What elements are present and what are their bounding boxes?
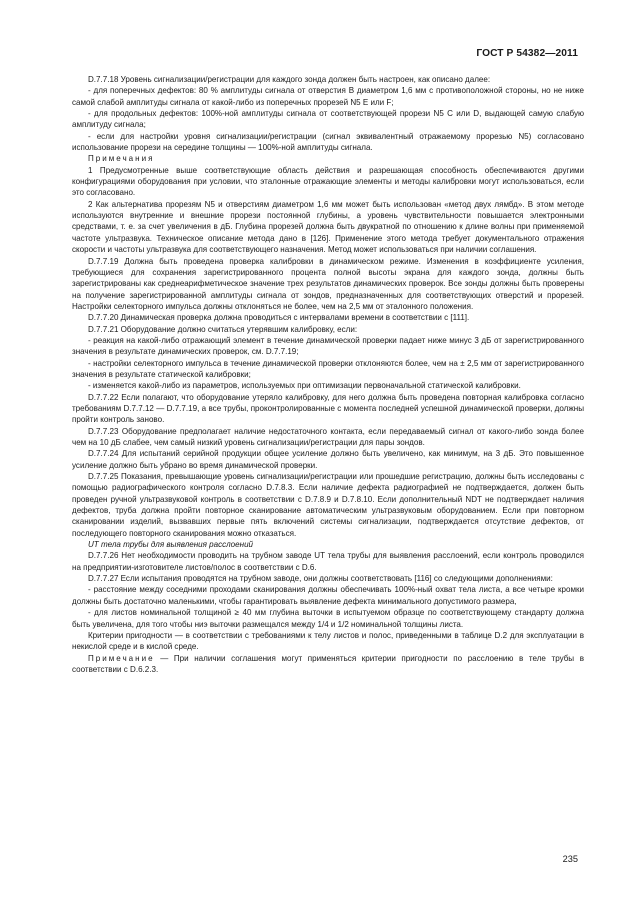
paragraph: D.7.7.22 Если полагают, что оборудование утеряло калибровку, для него должна быть проведена повторная калибровка согласно требованиям D.7.7.12 — D.7.7.19, а все трубы, проконтролированные с момента последней успешной динамической проверки, должны пройти контроль заново. <box>72 392 584 425</box>
paragraph: UT тела трубы для выявления расслоений <box>88 540 254 550</box>
paragraph: - для поперечных дефектов: 80 % амплитуды сигнала от отверстия В диаметром 1,6 мм с противоположной стороны, но не ниже самой слабой амплитуды сигнала от какой-либо из поперечных прорезей N5 E или F; <box>72 86 584 107</box>
paragraph: - изменяется какой-либо из параметров, используемых при оптимизации первоначальной статической калибровки. <box>88 381 521 391</box>
paragraph: D.7.7.23 Оборудование предполагает наличие недостаточного контакта, если передаваемый сигнал от какого-либо зонда более чем на 10 дБ слабее, чем самый низкий уровень сигнализации/регистрации для пары зондов. <box>72 426 584 447</box>
paragraph: 2 Как альтернатива прорезям N5 и отверстиям диаметром 1,6 мм может быть использован «метод двух лямбд». В этом методе используются внутренние и внешние прорези постоянной глубины, а уровень чувствительности повышается электронными средствами, т. е. за счет увеличения в дБ. Глубина прорезей должна быть двукратной по отношению к длине волны при применяемой частоте ультразвука. Техническое описание метода дано в [126]. Применение этого метода требует документального отражения скорости и частоты ультразвука для соответствующего назначения. Метод может использоваться при наличии соглашения. <box>72 199 584 255</box>
paragraph: - настройки селекторного импульса в течение динамической проверки отклоняются более, чем на ± 2,5 мм от зарегистрированного значения в результате статической калибровки; <box>72 358 584 379</box>
paragraph: - если для настройки уровня сигнализации/регистрации (сигнал эквивалентный отражаемому прорезью N5) согласовано использование прорези на середине толщины — 100%-ной амплитуды сигнала. <box>72 131 584 153</box>
note-text: — При наличии соглашения могут применяться критерии пригодности по расслоению в теле трубы в соответствии с D.6.2.3. <box>72 653 584 674</box>
paragraph: D.7.7.25 Показания, превышающие уровень сигнализации/регистрации или прошедшие регистрацию, должны быть исследованы с помощью радиографического контроля согласно D.7.8.3. Если наличие дефекта радиографией не подтверждается, должен быть проведен ручной ультразвуковой контроль в соответствии с D.7.8.9 и D.7.8.10. Если дополнительный NDT не подтверждает наличия дефектов, труба должна пройти повторное сканирование автоматическим ультразвуковым оборудованием. Если при повторном сканировании изделий, вызвавших первые пять включений системы сигнализации, подтверждается отсутствие дефектов, от последующего повторного сканирования можно отказаться. <box>72 472 584 538</box>
paragraph: 1 Предусмотренные выше соответствующие область действия и разрешающая способность обеспечиваются другими конфигурациями оборудования при условии, что эталонные отражающие элементы и методы калибровки могут использоваться, если это согласовано. <box>72 165 584 198</box>
paragraph: - расстояние между соседними проходами сканирования должны обеспечивать 100%-ный охват тела листа, а все четыре кромки должны быть достаточно маленькими, чтобы гарантировать выявление дефекта минимального допустимого размера, <box>72 585 584 606</box>
document-body <box>72 74 584 675</box>
paragraph: Примечания <box>88 154 155 164</box>
paragraph: - реакция на какой-либо отражающий элемент в течение динамической проверки падает ниже минус 3 дБ от зарегистрированного значения в результате динамических проверок, см. D.7.7.19; <box>72 335 584 357</box>
paragraph: D.7.7.24 Для испытаний серийной продукции общее усиление должно быть увеличено, как минимум, на 3 дБ. Это повышенное усиление должно быть убрано во время динамической проверки. <box>72 449 584 470</box>
page-number: 235 <box>562 854 578 864</box>
paragraph: D.7.7.19 Должна быть проведена проверка калибровки в динамическом режиме. Изменения в коэффициенте усиления, требующиеся для сохранения зарегистрированного процента полной высоты экрана для каждого зонда, должны быть зарегистрированы как среднеарифметическое значение трех результатов динамических проверок. Все зонды должны быть проверены на получение зарегистрированной амплитуды сигнала от зондов, предназначенных для соответствующих отверстий и прорезей. Настройки селекторного импульса должны отклоняться не более, чем на 2,5 мм от эталонного положения. <box>72 256 584 311</box>
paragraph: D.7.7.20 Динамическая проверка должна проводиться с интервалами времени в соответствии с [111]. <box>88 313 470 323</box>
note-label: Примечание <box>88 653 155 663</box>
paragraph: - для продольных дефектов: 100%-ной амплитуды сигнала от соответствующей прорези N5 C или D, выдающей самую слабую амплитуду сигнала; <box>72 109 584 130</box>
paragraph: - для листов номинальной толщиной ≥ 40 мм глубина выточки в испытуемом образце по соответствующему стандарту должна быть увеличена, для того чтобы ниэ выточки размещался между 1/4 и 1/2 номинальной толщины листа. <box>72 608 584 629</box>
standard-code-header: ГОСТ Р 54382—2011 <box>476 48 578 59</box>
paragraph: D.7.7.27 Если испытания проводятся на трубном заводе, они должны соответствовать [116] со следующими дополнениями: <box>88 574 553 584</box>
paragraph <box>72 653 584 676</box>
paragraph: D.7.7.21 Оборудование должно считаться утерявшим калибровку, если: <box>88 324 358 334</box>
paragraph: Критерии пригодности — в соответствии с требованиями к телу листов и полос, приведенными в таблице D.2 для эксплуатации в некислой среде и в кислой среде. <box>72 630 584 652</box>
paragraph: D.7.7.18 Уровень сигнализации/регистрации для каждого зонда должен быть настроен, как описано далее: <box>88 75 491 84</box>
paragraph: D.7.7.26 Нет необходимости проводить на трубном заводе UT тела трубы для выявления расслоений, если контроль проводился на предприятии-изготовителе листов/полос в соответствии с D.6. <box>72 551 584 572</box>
